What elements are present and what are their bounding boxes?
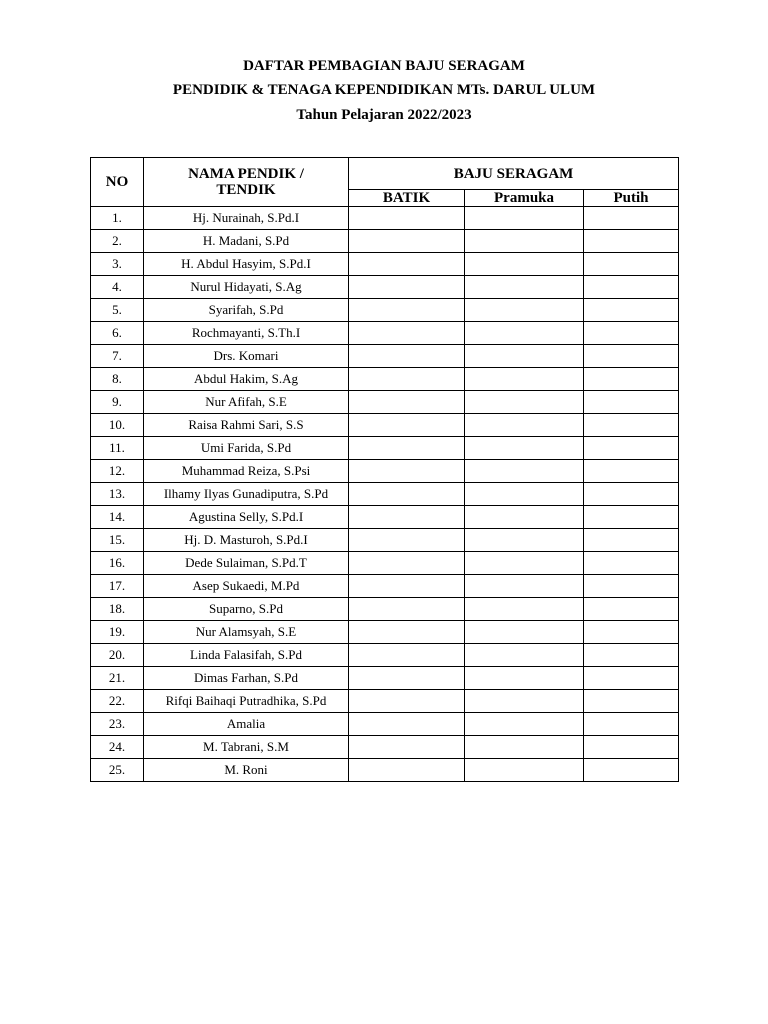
row-number: 20. bbox=[91, 644, 144, 667]
putih-cell[interactable] bbox=[584, 414, 679, 437]
uniform-distribution-table bbox=[90, 157, 679, 782]
row-number: 12. bbox=[91, 460, 144, 483]
table-row bbox=[91, 621, 679, 644]
batik-cell[interactable] bbox=[349, 299, 465, 322]
pramuka-cell[interactable] bbox=[465, 368, 584, 391]
table-row bbox=[91, 299, 679, 322]
batik-cell[interactable] bbox=[349, 437, 465, 460]
batik-cell[interactable] bbox=[349, 713, 465, 736]
staff-name: H. Madani, S.Pd bbox=[144, 230, 349, 253]
document-subtitle: PENDIDIK & TENAGA KEPENDIDIKAN MTs. DARUL ULUM bbox=[172, 82, 596, 98]
pramuka-cell[interactable] bbox=[465, 644, 584, 667]
staff-name: Muhammad Reiza, S.Psi bbox=[144, 460, 349, 483]
batik-cell[interactable] bbox=[349, 253, 465, 276]
batik-cell[interactable] bbox=[349, 667, 465, 690]
table-row bbox=[91, 713, 679, 736]
staff-name: Hj. D. Masturoh, S.Pd.I bbox=[144, 529, 349, 552]
putih-cell[interactable] bbox=[584, 621, 679, 644]
table-row bbox=[91, 391, 679, 414]
batik-cell[interactable] bbox=[349, 345, 465, 368]
staff-name: Syarifah, S.Pd bbox=[144, 299, 349, 322]
staff-name: Suparno, S.Pd bbox=[144, 598, 349, 621]
putih-cell[interactable] bbox=[584, 644, 679, 667]
pramuka-cell[interactable] bbox=[465, 690, 584, 713]
row-number: 15. bbox=[91, 529, 144, 552]
table-row bbox=[91, 437, 679, 460]
table-row bbox=[91, 667, 679, 690]
putih-cell[interactable] bbox=[584, 736, 679, 759]
staff-name: H. Abdul Hasyim, S.Pd.I bbox=[144, 253, 349, 276]
pramuka-cell[interactable] bbox=[465, 598, 584, 621]
row-number: 1. bbox=[91, 207, 144, 230]
row-number: 25. bbox=[91, 759, 144, 782]
staff-name: Nurul Hidayati, S.Ag bbox=[144, 276, 349, 299]
row-number: 11. bbox=[91, 437, 144, 460]
row-number: 3. bbox=[91, 253, 144, 276]
row-number: 8. bbox=[91, 368, 144, 391]
pramuka-cell[interactable] bbox=[465, 529, 584, 552]
staff-name: Dimas Farhan, S.Pd bbox=[144, 667, 349, 690]
staff-name: Agustina Selly, S.Pd.I bbox=[144, 506, 349, 529]
table-row bbox=[91, 529, 679, 552]
academic-year: Tahun Pelajaran 2022/2023 bbox=[296, 107, 472, 123]
table-body bbox=[91, 207, 679, 782]
table-row bbox=[91, 644, 679, 667]
batik-cell[interactable] bbox=[349, 690, 465, 713]
row-number: 7. bbox=[91, 345, 144, 368]
batik-cell[interactable] bbox=[349, 644, 465, 667]
pramuka-cell[interactable] bbox=[465, 575, 584, 598]
pramuka-cell[interactable] bbox=[465, 483, 584, 506]
row-number: 13. bbox=[91, 483, 144, 506]
pramuka-cell[interactable] bbox=[465, 437, 584, 460]
batik-cell[interactable] bbox=[349, 391, 465, 414]
table-row bbox=[91, 368, 679, 391]
row-number: 22. bbox=[91, 690, 144, 713]
table-row bbox=[91, 207, 679, 230]
batik-cell[interactable] bbox=[349, 276, 465, 299]
staff-name: Nur Alamsyah, S.E bbox=[144, 621, 349, 644]
putih-cell[interactable] bbox=[584, 345, 679, 368]
putih-cell[interactable] bbox=[584, 667, 679, 690]
pramuka-cell[interactable] bbox=[465, 667, 584, 690]
row-number: 24. bbox=[91, 736, 144, 759]
batik-cell[interactable] bbox=[349, 368, 465, 391]
table-row bbox=[91, 460, 679, 483]
putih-cell[interactable] bbox=[584, 598, 679, 621]
document-title: DAFTAR PEMBAGIAN BAJU SERAGAM bbox=[243, 58, 525, 74]
putih-cell[interactable] bbox=[584, 207, 679, 230]
staff-name: Raisa Rahmi Sari, S.S bbox=[144, 414, 349, 437]
table-row bbox=[91, 253, 679, 276]
table-row bbox=[91, 598, 679, 621]
table-row bbox=[91, 230, 679, 253]
table-row bbox=[91, 575, 679, 598]
putih-cell[interactable] bbox=[584, 713, 679, 736]
putih-cell[interactable] bbox=[584, 437, 679, 460]
putih-cell[interactable] bbox=[584, 253, 679, 276]
pramuka-cell[interactable] bbox=[465, 736, 584, 759]
pramuka-cell[interactable] bbox=[465, 460, 584, 483]
putih-cell[interactable] bbox=[584, 552, 679, 575]
row-number: 19. bbox=[91, 621, 144, 644]
row-number: 16. bbox=[91, 552, 144, 575]
col-header-name-line1: NAMA PENDIK / bbox=[188, 166, 304, 182]
batik-cell[interactable] bbox=[349, 322, 465, 345]
staff-name: Dede Sulaiman, S.Pd.T bbox=[144, 552, 349, 575]
putih-cell[interactable] bbox=[584, 690, 679, 713]
row-number: 23. bbox=[91, 713, 144, 736]
col-header-pramuka: Pramuka bbox=[465, 190, 584, 207]
table-row bbox=[91, 345, 679, 368]
pramuka-cell[interactable] bbox=[465, 345, 584, 368]
batik-cell[interactable] bbox=[349, 552, 465, 575]
staff-name: Abdul Hakim, S.Ag bbox=[144, 368, 349, 391]
staff-name: Asep Sukaedi, M.Pd bbox=[144, 575, 349, 598]
batik-cell[interactable] bbox=[349, 575, 465, 598]
table-row bbox=[91, 552, 679, 575]
table-row bbox=[91, 759, 679, 782]
putih-cell[interactable] bbox=[584, 483, 679, 506]
col-header-name bbox=[144, 158, 349, 207]
row-number: 4. bbox=[91, 276, 144, 299]
batik-cell[interactable] bbox=[349, 621, 465, 644]
col-header-putih: Putih bbox=[584, 190, 679, 207]
batik-cell[interactable] bbox=[349, 460, 465, 483]
putih-cell[interactable] bbox=[584, 391, 679, 414]
pramuka-cell[interactable] bbox=[465, 299, 584, 322]
table-row bbox=[91, 690, 679, 713]
col-header-uniform-group: BAJU SERAGAM bbox=[349, 158, 679, 190]
putih-cell[interactable] bbox=[584, 460, 679, 483]
putih-cell[interactable] bbox=[584, 230, 679, 253]
staff-name: Umi Farida, S.Pd bbox=[144, 437, 349, 460]
pramuka-cell[interactable] bbox=[465, 322, 584, 345]
row-number: 5. bbox=[91, 299, 144, 322]
putih-cell[interactable] bbox=[584, 506, 679, 529]
pramuka-cell[interactable] bbox=[465, 759, 584, 782]
table-row bbox=[91, 506, 679, 529]
pramuka-cell[interactable] bbox=[465, 253, 584, 276]
col-header-no: NO bbox=[91, 158, 144, 207]
staff-name: Drs. Komari bbox=[144, 345, 349, 368]
batik-cell[interactable] bbox=[349, 598, 465, 621]
putih-cell[interactable] bbox=[584, 322, 679, 345]
staff-name: Ilhamy Ilyas Gunadiputra, S.Pd bbox=[144, 483, 349, 506]
putih-cell[interactable] bbox=[584, 276, 679, 299]
pramuka-cell[interactable] bbox=[465, 506, 584, 529]
putih-cell[interactable] bbox=[584, 299, 679, 322]
putih-cell[interactable] bbox=[584, 368, 679, 391]
pramuka-cell[interactable] bbox=[465, 276, 584, 299]
putih-cell[interactable] bbox=[584, 575, 679, 598]
batik-cell[interactable] bbox=[349, 414, 465, 437]
pramuka-cell[interactable] bbox=[465, 552, 584, 575]
pramuka-cell[interactable] bbox=[465, 391, 584, 414]
row-number: 6. bbox=[91, 322, 144, 345]
table-row bbox=[91, 736, 679, 759]
staff-name: Hj. Nurainah, S.Pd.I bbox=[144, 207, 349, 230]
putih-cell[interactable] bbox=[584, 759, 679, 782]
table-row bbox=[91, 414, 679, 437]
row-number: 14. bbox=[91, 506, 144, 529]
batik-cell[interactable] bbox=[349, 736, 465, 759]
batik-cell[interactable] bbox=[349, 506, 465, 529]
staff-name: Rifqi Baihaqi Putradhika, S.Pd bbox=[144, 690, 349, 713]
batik-cell[interactable] bbox=[349, 529, 465, 552]
batik-cell[interactable] bbox=[349, 759, 465, 782]
pramuka-cell[interactable] bbox=[465, 207, 584, 230]
row-number: 2. bbox=[91, 230, 144, 253]
staff-name: Amalia bbox=[144, 713, 349, 736]
staff-name: M. Tabrani, S.M bbox=[144, 736, 349, 759]
col-header-name-line2: TENDIK bbox=[216, 182, 276, 198]
pramuka-cell[interactable] bbox=[465, 230, 584, 253]
table-row bbox=[91, 276, 679, 299]
row-number: 21. bbox=[91, 667, 144, 690]
putih-cell[interactable] bbox=[584, 529, 679, 552]
staff-name: Nur Afifah, S.E bbox=[144, 391, 349, 414]
pramuka-cell[interactable] bbox=[465, 621, 584, 644]
batik-cell[interactable] bbox=[349, 207, 465, 230]
staff-name: Rochmayanti, S.Th.I bbox=[144, 322, 349, 345]
table-row bbox=[91, 483, 679, 506]
staff-name: Linda Falasifah, S.Pd bbox=[144, 644, 349, 667]
table-header-row bbox=[91, 158, 679, 190]
row-number: 17. bbox=[91, 575, 144, 598]
row-number: 10. bbox=[91, 414, 144, 437]
staff-name: M. Roni bbox=[144, 759, 349, 782]
row-number: 18. bbox=[91, 598, 144, 621]
table-row bbox=[91, 322, 679, 345]
row-number: 9. bbox=[91, 391, 144, 414]
pramuka-cell[interactable] bbox=[465, 713, 584, 736]
batik-cell[interactable] bbox=[349, 483, 465, 506]
col-header-batik: BATIK bbox=[349, 190, 465, 207]
batik-cell[interactable] bbox=[349, 230, 465, 253]
pramuka-cell[interactable] bbox=[465, 414, 584, 437]
